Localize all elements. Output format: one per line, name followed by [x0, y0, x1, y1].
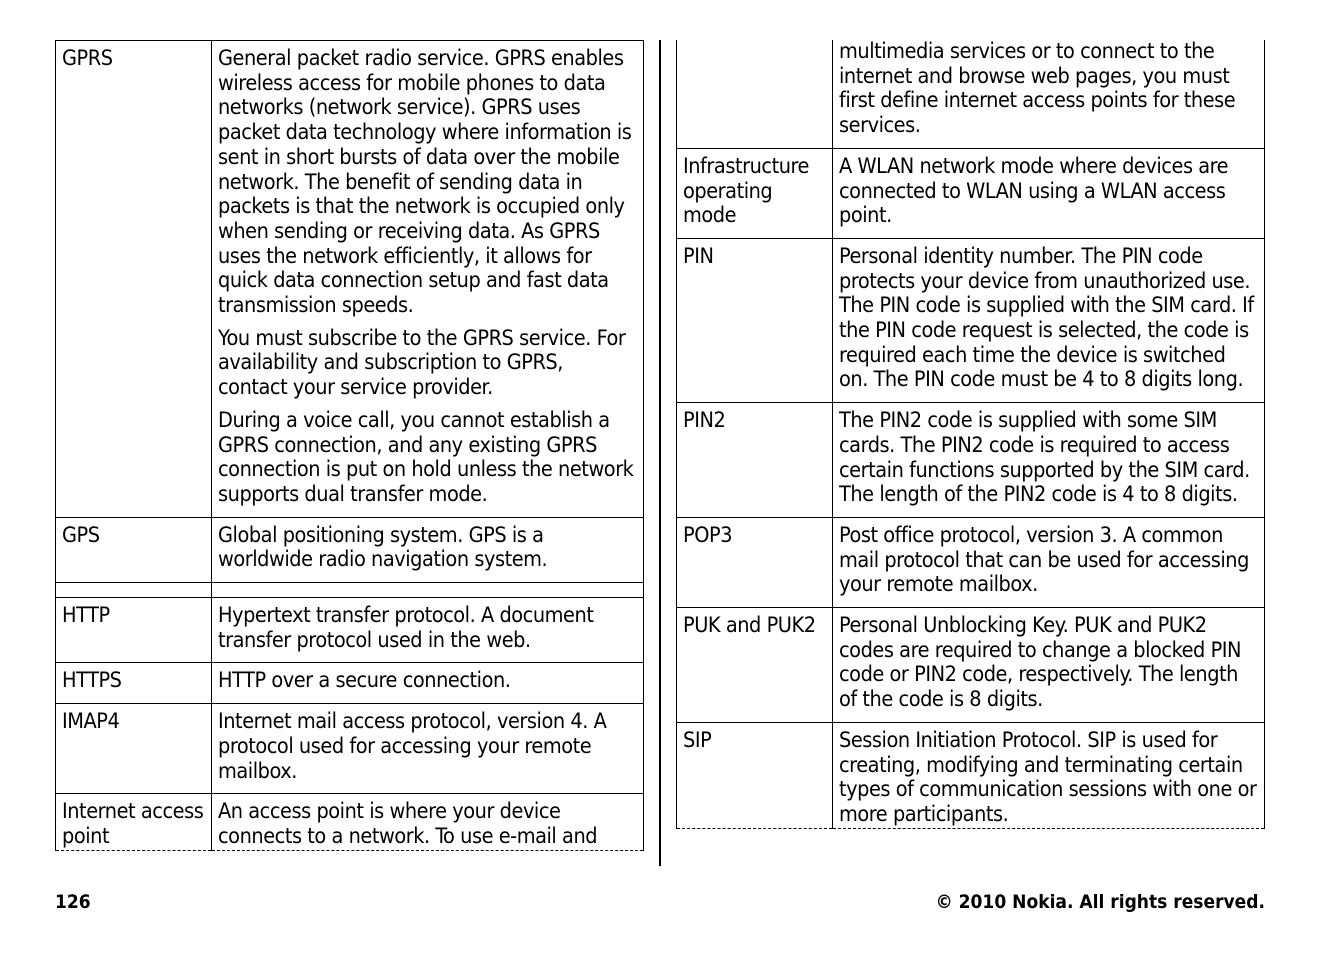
glossary-term	[677, 40, 833, 148]
glossary-term	[56, 583, 212, 598]
table-row	[677, 403, 1265, 518]
table-row	[677, 608, 1265, 723]
glossary-definition	[833, 517, 1265, 607]
glossary-definition	[833, 40, 1265, 148]
table-row	[677, 148, 1265, 238]
definition-paragraph: multimedia services or to connect to the internet and browse web pages, you must first define internet access points for these services.	[839, 39, 1236, 139]
glossary-definition	[833, 148, 1265, 238]
definition-paragraph: The PIN2 code is supplied with some SIM cards. The PIN2 code is required to access certain functions supported by the SIM card. The length of the PIN2 code is 4 to 8 digits.	[839, 408, 1250, 508]
table-row	[56, 517, 644, 582]
glossary-definition	[833, 403, 1265, 518]
table-row	[677, 238, 1265, 402]
definition-paragraph: You must subscribe to the GPRS service. For availability and subscription to GPRS, contact your service provider.	[218, 325, 626, 401]
glossary-definition	[212, 583, 644, 598]
glossary-term: HTTP	[56, 598, 212, 663]
table-row	[677, 40, 1265, 148]
definition-paragraph: General packet radio service. GPRS enables wireless access for mobile phones to data networks (network service). GPRS uses packet data technology where information is sent in short bursts of data over the mobile network. The benefit of sending data in packets is that the network is occupied only when sending or receiving data. As GPRS uses the network efficiently, it allows for quick data connection setup and fast data transmission speeds.	[218, 46, 632, 319]
definition-paragraph: Hypertext transfer protocol. A document transfer protocol used in the web.	[218, 603, 594, 653]
definition-paragraph: Personal Unblocking Key. PUK and PUK2 codes are required to change a blocked PIN code or PIN2 code, respectively. The length of the code is 8 digits.	[839, 613, 1242, 713]
table-row	[56, 794, 644, 850]
glossary-term: PIN	[677, 238, 833, 402]
glossary-table-left	[55, 40, 644, 851]
definition-paragraph: HTTP over a secure connection.	[218, 668, 511, 694]
glossary-term: SIP	[677, 722, 833, 828]
table-row	[677, 517, 1265, 607]
copyright-notice: © 2010 Nokia. All rights reserved.	[935, 891, 1265, 913]
glossary-definition	[212, 663, 644, 704]
definition-paragraph: Session Initiation Protocol. SIP is used for creating, modifying and terminating certain types of communication sessions with one or more participants.	[839, 727, 1257, 827]
glossary-left-column	[55, 40, 644, 851]
glossary-definition	[833, 722, 1265, 828]
definition-paragraph: Internet mail access protocol, version 4. A protocol used for accessing your remote mailbox.	[218, 709, 607, 784]
glossary-term: GPRS	[56, 41, 212, 518]
glossary-term: HTTPS	[56, 663, 212, 704]
column-divider	[659, 40, 661, 866]
definition-paragraph: During a voice call, you cannot establish a GPRS connection, and any existing GPRS connection is put on hold unless the network supports dual transfer mode.	[218, 407, 634, 507]
table-row	[677, 722, 1265, 828]
glossary-definition	[212, 598, 644, 663]
page-number: 126	[55, 891, 91, 913]
glossary-term: Internet access point	[56, 794, 212, 850]
definition-paragraph: Global positioning system. GPS is a worldwide radio navigation system.	[218, 522, 548, 573]
glossary-definition	[212, 704, 644, 794]
glossary-term: IMAP4	[56, 704, 212, 794]
glossary-term: POP3	[677, 517, 833, 607]
table-row	[56, 704, 644, 794]
definition-paragraph: An access point is where your device connects to a network. To use e-mail and	[218, 799, 598, 849]
glossary-term: GPS	[56, 517, 212, 582]
glossary-definition	[212, 517, 644, 582]
table-row	[56, 41, 644, 518]
glossary-definition	[212, 41, 644, 518]
glossary-term: Infrastructure operating mode	[677, 148, 833, 238]
glossary-table-right	[676, 40, 1265, 829]
glossary-definition	[833, 608, 1265, 723]
glossary-term: PUK and PUK2	[677, 608, 833, 723]
table-row	[56, 663, 644, 704]
glossary-definition	[833, 238, 1265, 402]
glossary-right-column	[676, 40, 1265, 829]
definition-paragraph: Personal identity number. The PIN code protects your device from unauthorized use. The PIN code is supplied with the SIM card. If the PIN code request is selected, the code is required each time the device is switched on. The PIN code must be 4 to 8 digits long.	[839, 243, 1254, 393]
empty-table-row	[56, 583, 644, 598]
table-row	[56, 598, 644, 663]
glossary-definition	[212, 794, 644, 850]
glossary-term: PIN2	[677, 403, 833, 518]
definition-paragraph: A WLAN network mode where devices are connected to WLAN using a WLAN access point.	[839, 153, 1229, 229]
definition-paragraph: Post office protocol, version 3. A common mail protocol that can be used for accessing your remote mailbox.	[839, 522, 1249, 598]
